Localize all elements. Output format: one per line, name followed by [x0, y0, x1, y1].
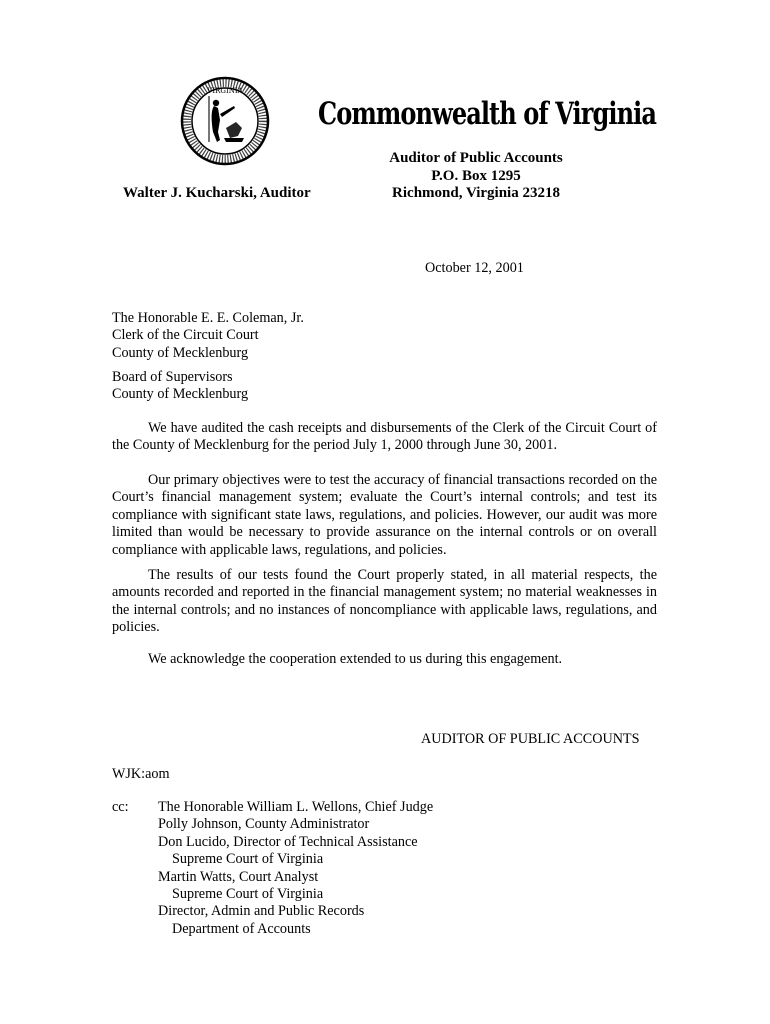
letter-date: October 12, 2001: [425, 260, 524, 276]
signoff: AUDITOR OF PUBLIC ACCOUNTS: [421, 731, 640, 747]
cc-line: The Honorable William L. Wellons, Chief Judge: [158, 799, 434, 815]
auditor-name: Walter J. Kucharski, Auditor: [123, 185, 311, 201]
recipient-address-1: [112, 310, 304, 362]
cc-line: Director, Admin and Public Records: [158, 903, 365, 920]
cc-list: [158, 799, 433, 938]
cc-line: Supreme Court of Virginia: [172, 886, 324, 903]
virginia-seal-icon: [180, 76, 270, 166]
office-address-block: [366, 150, 586, 203]
body-text: The results of our tests found the Court properly stated, in all material respects, the amounts recorded and reported in the financial management system; no material weaknesses in the internal controls; and no instances of noncompliance with applicable laws, regulations, and policies.: [112, 567, 657, 636]
svg-text:VIRGINIA: VIRGINIA: [207, 87, 243, 95]
recipient-line: County of Mecklenburg: [112, 344, 249, 361]
typist-initials: WJK:aom: [112, 766, 170, 782]
body-paragraph-2: [112, 472, 657, 559]
recipient-line: Board of Supervisors: [112, 369, 233, 385]
recipient-line: The Honorable E. E. Coleman, Jr.: [112, 310, 304, 326]
cc-line: Polly Johnson, County Administrator: [158, 816, 370, 833]
city-state-zip: Richmond, Virginia 23218: [392, 185, 560, 201]
commonwealth-heading: [318, 92, 658, 136]
recipient-line: County of Mecklenburg: [112, 386, 249, 403]
cc-line: Department of Accounts: [172, 920, 311, 937]
body-text: We acknowledge the cooperation extended to us during this engagement.: [148, 651, 563, 667]
recipient-line: Clerk of the Circuit Court: [112, 327, 259, 344]
body-text: We have audited the cash receipts and disbursements of the Clerk of the Circuit Court of the County of Mecklenburg for the period July 1, 2000 through June 30, 2001.: [112, 420, 657, 454]
cc-label: cc:: [112, 799, 129, 815]
cc-line: Don Lucido, Director of Technical Assistance: [158, 833, 418, 850]
body-paragraph-1: [112, 420, 657, 455]
office-name: Auditor of Public Accounts: [389, 150, 563, 166]
po-box: P.O. Box 1295: [431, 167, 521, 184]
body-paragraph-3: [112, 567, 657, 637]
cc-line: Supreme Court of Virginia: [172, 851, 324, 868]
body-paragraph-4: [112, 651, 657, 668]
svg-text:Commonwealth of Virginia: Commonwealth of Virginia: [318, 96, 657, 132]
cc-line: Martin Watts, Court Analyst: [158, 868, 319, 885]
body-text: Our primary objectives were to test the accuracy of financial transactions recorded on the Court’s financial management system; evaluate the Court’s internal controls; and test its compliance with significant state laws, regulations, and policies. However, our audit was more limited than would be necessary to provide assurance on the internal controls or on overall compliance with applicable laws, regulations, and policies.: [112, 472, 657, 558]
recipient-address-2: [112, 369, 248, 404]
